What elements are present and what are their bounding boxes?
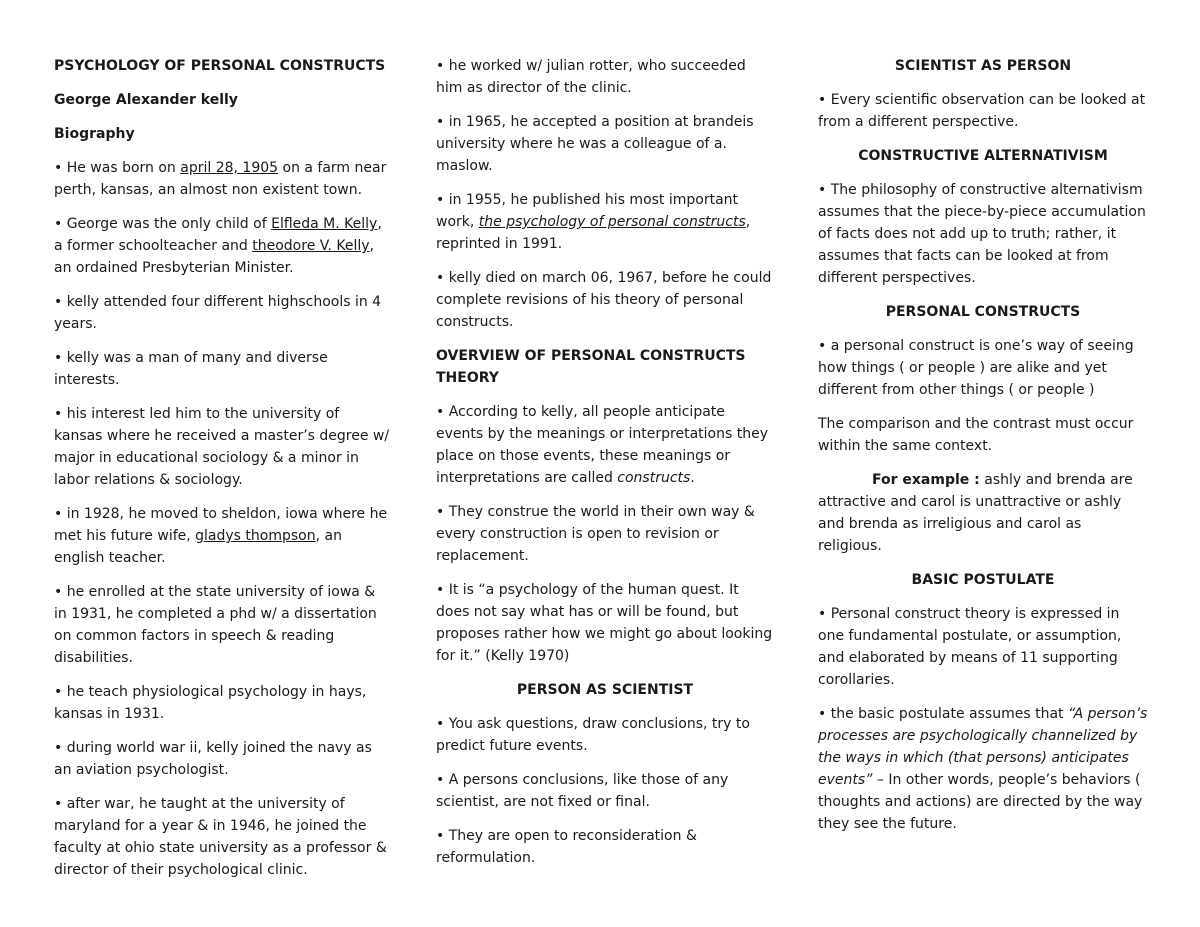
author-name: George Alexander kelly bbox=[54, 92, 238, 108]
column-3 bbox=[818, 55, 1148, 847]
book-title: the psychology of personal constructs bbox=[478, 214, 746, 230]
bullet-philosophy: • The philosophy of constructive alternativism assumes that the piece-by-piece accumulation of facts does not add up to truth; rather, it assumes that facts can be looked at from different perspectives. bbox=[818, 182, 1146, 286]
bullet-died: • kelly died on march 06, 1967, before he could complete revisions of his theory of personal constructs. bbox=[436, 270, 772, 330]
paragraph-example: For example : ashly and brenda are attractive and carol is unattractive or ashly and brenda as irreligious and carol as religious. bbox=[818, 472, 1133, 554]
bullet-conclusions: • A persons conclusions, like those of any scientist, are not fixed or final. bbox=[436, 772, 729, 810]
bullet-phd: • he enrolled at the state university of iowa & in 1931, he completed a phd w/ a dissertation on common factors in speech & reading disabilities. bbox=[54, 584, 377, 666]
bullet-anticipate: • According to kelly, all people anticipate events by the meanings or interpretations they place on those events, these meanings or interpretations are called constructs. bbox=[436, 404, 768, 486]
example-label: For example : bbox=[872, 472, 980, 488]
mother-name: Elfleda M. Kelly bbox=[271, 216, 378, 232]
wife-name: gladys thompson bbox=[195, 528, 316, 544]
bullet-quote: • It is “a psychology of the human quest. It does not say what has or will be found, but proposes rather how we might go about looking for it.” (Kelly 1970) bbox=[436, 582, 773, 664]
bullet-interests: • kelly was a man of many and diverse interests. bbox=[54, 350, 328, 388]
paragraph-comparison: The comparison and the contrast must occur within the same context. bbox=[818, 416, 1134, 454]
bullet-parents: • George was the only child of Elfleda M. Kelly, a former schoolteacher and theodore V. Kelly, an ordained Presbyterian Minister. bbox=[54, 216, 382, 276]
constructs-term: constructs bbox=[617, 470, 691, 486]
bullet-reconsideration: • They are open to reconsideration & reformulation. bbox=[436, 828, 697, 866]
bullet-rotter: • he worked w/ julian rotter, who succeeded him as director of the clinic. bbox=[436, 58, 746, 96]
bullet-navy: • during world war ii, kelly joined the navy as an aviation psychologist. bbox=[54, 740, 372, 778]
document-title: PSYCHOLOGY OF PERSONAL CONSTRUCTS bbox=[54, 58, 386, 74]
bullet-observation: • Every scientific observation can be looked at from a different perspective. bbox=[818, 92, 1146, 130]
bullet-hays: • he teach physiological psychology in hays, kansas in 1931. bbox=[54, 684, 367, 722]
bullet-kansas: • his interest led him to the university of kansas where he received a master’s degree w/ major in educational sociology & a minor in labor relations & sociology. bbox=[54, 406, 390, 488]
bullet-highschools: • kelly attended four different highschools in 4 years. bbox=[54, 294, 382, 332]
column-1 bbox=[54, 55, 390, 893]
bullet-construe: • They construe the world in their own way & every construction is open to revision or replacement. bbox=[436, 504, 755, 564]
bullet-personal-construct: • a personal construct is one’s way of seeing how things ( or people ) are alike and yet different from other things ( or people ) bbox=[818, 338, 1134, 398]
bullet-theory: • Personal construct theory is expressed in one fundamental postulate, or assumption, and elaborated by means of 11 supporting corollaries. bbox=[818, 606, 1122, 688]
bullet-ohio: • after war, he taught at the university of maryland for a year & in 1946, he joined the faculty at ohio state university as a professor & director of their psychological clinic. bbox=[54, 796, 387, 878]
section-heading-personal-constructs: PERSONAL CONSTRUCTS bbox=[885, 304, 1081, 320]
bullet-questions: • You ask questions, draw conclusions, try to predict future events. bbox=[436, 716, 750, 754]
section-heading-biography: Biography bbox=[54, 126, 135, 142]
bullet-birth: • He was born on april 28, 1905 on a farm near perth, kansas, an almost non existent town. bbox=[54, 160, 387, 198]
section-heading-person-as-scientist: PERSON AS SCIENTIST bbox=[516, 682, 694, 698]
section-heading-scientist-as-person: SCIENTIST AS PERSON bbox=[894, 58, 1072, 74]
bullet-brandeis: • in 1965, he accepted a position at brandeis university where he was a colleague of a. maslow. bbox=[436, 114, 754, 174]
section-heading-constructive-alternativism: CONSTRUCTIVE ALTERNATIVISM bbox=[858, 148, 1108, 164]
postulate-quote: “A person’s processes are psychologically channelized by the ways in which (that persons) anticipates events” bbox=[818, 706, 1148, 788]
father-name: theodore V. Kelly bbox=[252, 238, 370, 254]
section-heading-overview: OVERVIEW OF PERSONAL CONSTRUCTS THEORY bbox=[436, 348, 746, 386]
column-2 bbox=[436, 55, 774, 881]
bullet-published: • in 1955, he published his most important work, the psychology of personal constructs, reprinted in 1991. bbox=[436, 192, 751, 252]
bullet-postulate: • the basic postulate assumes that “A person’s processes are psychologically channelized by the ways in which (that persons) anticipates events” – In other words, people’s behaviors ( thoughts and actions) are directed by the way they see the future. bbox=[818, 706, 1148, 832]
bullet-iowa: • in 1928, he moved to sheldon, iowa where he met his future wife, gladys thompson, an english teacher. bbox=[54, 506, 388, 566]
birth-date: april 28, 1905 bbox=[180, 160, 279, 176]
section-heading-basic-postulate: BASIC POSTULATE bbox=[911, 572, 1055, 588]
